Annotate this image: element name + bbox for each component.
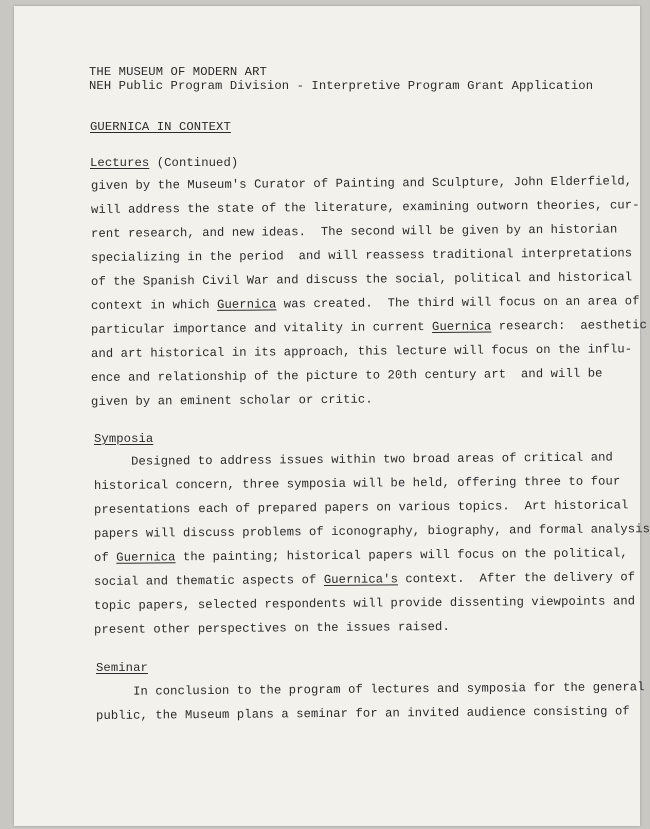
lectures-heading-line	[90, 156, 238, 170]
guernica-ref: Guernica	[116, 550, 176, 565]
document-title: GUERNICA IN CONTEXT	[90, 120, 231, 134]
guernica-ref: Guernica's	[323, 572, 399, 587]
header-institution: THE MUSEUM OF MODERN ART	[89, 65, 267, 79]
symposia-line-3: presentations each of prepared papers on various topics. Art historical	[93, 498, 629, 517]
lectures-line-2: will address the state of the literature, examining outworn theories, cur-	[90, 198, 640, 217]
lectures-line-6: context in which Guernica was created. The third will focus on an area of	[90, 294, 640, 313]
lectures-heading: Lectures	[90, 156, 150, 170]
header-division: NEH Public Program Division - Interpretive Program Grant Application	[89, 79, 594, 93]
symposia-line-6: social and thematic aspects of Guernica's context. After the delivery of	[93, 570, 636, 589]
lectures-line-9: ence and relationship of the picture to 20th century art and will be	[90, 366, 603, 385]
seminar-line-2: public, the Museum plans a seminar for an invited audience consisting of	[95, 704, 630, 723]
symposia-line-2: historical concern, three symposia will be held, offering three to four	[93, 474, 621, 493]
symposia-line-1: Designed to address issues within two broad areas of critical and	[93, 450, 614, 469]
lectures-line-1: given by the Museum's Curator of Painting and Sculpture, John Elderfield,	[90, 174, 633, 193]
guernica-ref: Guernica	[216, 297, 277, 312]
symposia-line-8: present other perspectives on the issues raised.	[93, 619, 450, 637]
lectures-heading-suffix: (Continued)	[149, 156, 239, 170]
lectures-line-10: given by an eminent scholar or critic.	[90, 392, 373, 409]
lectures-line-4: specializing in the period and will reassess traditional interpretations	[90, 246, 633, 265]
guernica-ref: Guernica	[431, 319, 492, 335]
document-page	[14, 6, 650, 826]
symposia-line-5: of Guernica the painting; historical papers will focus on the political,	[93, 546, 628, 565]
lectures-line-7: particular importance and vitality in current Guernica research: aesthetic	[90, 318, 648, 337]
lectures-line-3: rent research, and new ideas. The second will be given by an historian	[90, 222, 618, 241]
symposia-line-4: papers will discuss problems of iconography, biography, and formal analysis	[93, 522, 650, 541]
symposia-line-7: topic papers, selected respondents will provide dissenting viewpoints and	[93, 594, 636, 613]
seminar-line-1: In conclusion to the program of lectures and symposia for the general	[95, 680, 645, 699]
lectures-line-5: of the Spanish Civil War and discuss the social, political and historical	[90, 270, 633, 289]
seminar-heading: Seminar	[96, 661, 148, 675]
symposia-heading: Symposia	[94, 432, 154, 446]
lectures-line-8: and art historical in its approach, this lecture will focus on the influ-	[90, 342, 633, 361]
